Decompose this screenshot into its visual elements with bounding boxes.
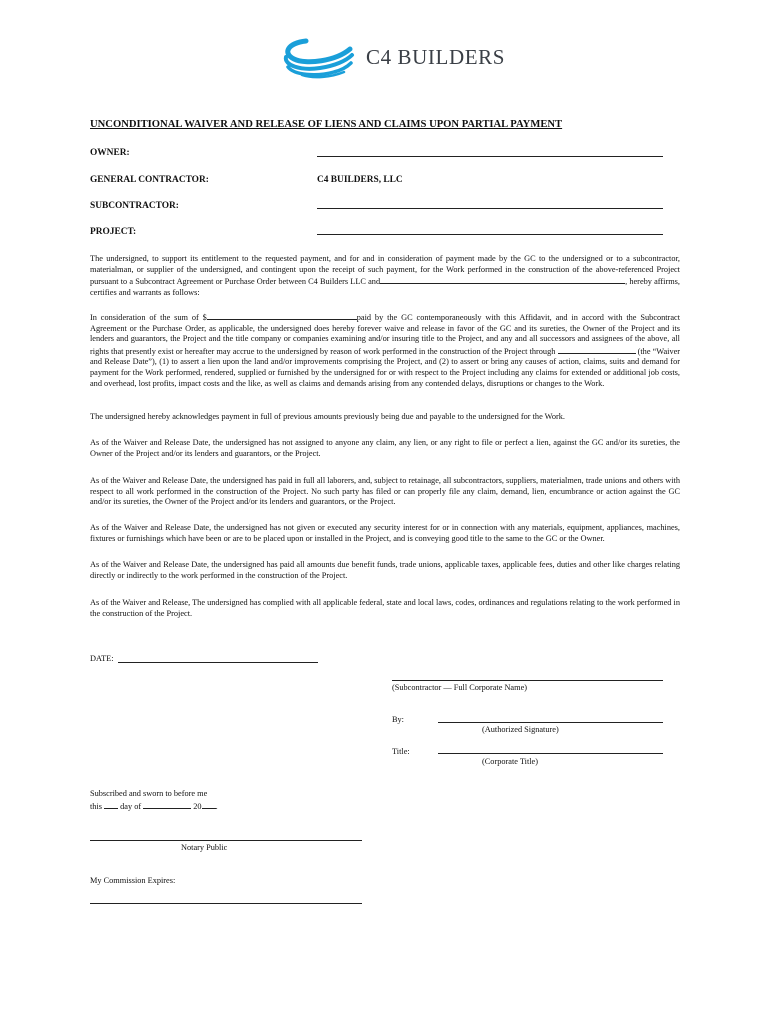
- paragraph-no-assignment: As of the Waiver and Release Date, the undersigned has not assigned to anyone any claim, any lien, or any right to file or perfect a lien, against the GC and/or its sureties, the Owner of the Project and/or its lenders and guarantors, or the Project.: [90, 438, 680, 458]
- paragraph-consideration-text-b: paid by the GC contemporaneously with this Affidavit, and in accord with the Subcontract Agreement or the Purchase Order, as applicable, the undersigned does hereby forever waive and release in favor of the GC and its sureties, the Owner of the Project and its lenders and guarantors, the Project and the title company or companies examining and/or insuring title to the Project, and any and all successors and assignees of the above, all rights that presently exist or hereafter may accrue to the undersigned by reason of work performed in the construction of the Project through: [90, 313, 680, 356]
- company-name: C4 BUILDERS: [366, 44, 506, 69]
- project-field[interactable]: [317, 234, 663, 235]
- paragraph-paid-laborers: As of the Waiver and Release Date, the undersigned has paid in full all laborers, and, subject to retainage, all subcontractors, suppliers, materialmen, trade unions and others with respect to all work performed in the construction of the Project. No such party has filed or can properly file any claim, demand, lien, encumbrance or action against the GC and/or its sureties, the Owner of the Project and/or its lenders and guarantors, or the Project.: [90, 476, 680, 507]
- sworn-year-prefix: 20: [193, 802, 202, 811]
- date-label: DATE:: [90, 654, 114, 663]
- owner-label: OWNER:: [90, 148, 130, 158]
- authorized-signature-caption: (Authorized Signature): [482, 725, 559, 734]
- notary-signature-line[interactable]: [90, 840, 362, 841]
- paragraph-consideration-text-a: In consideration of the sum of $: [90, 313, 207, 322]
- paragraph-entitlement: [90, 254, 680, 298]
- commission-expires-line[interactable]: [90, 903, 362, 904]
- waiver-release-date-blank[interactable]: [558, 345, 636, 354]
- payment-amount-blank[interactable]: [207, 311, 357, 320]
- subcontractor-name-line[interactable]: [392, 680, 663, 681]
- notary-public-caption: Notary Public: [181, 843, 228, 852]
- corporate-title-caption: (Corporate Title): [482, 757, 538, 766]
- sworn-line-1: Subscribed and sworn to before me: [90, 789, 208, 798]
- sworn-day-blank[interactable]: [104, 800, 118, 809]
- paragraph-consideration: [90, 311, 680, 389]
- by-label: By:: [392, 715, 404, 724]
- paragraph-compliance: As of the Waiver and Release, The undersigned has complied with all applicable federal, state and local laws, codes, ordinances and regulations relating to the work performed in the construction of the Project.: [90, 598, 680, 618]
- sworn-line-2: [90, 800, 218, 811]
- subcontractor-name-blank[interactable]: [380, 275, 625, 284]
- company-logo: [276, 34, 505, 80]
- c4-swoosh-icon: [276, 35, 356, 79]
- sworn-day-of-text: day of: [120, 802, 142, 811]
- sworn-period: .: [215, 802, 218, 811]
- project-label: PROJECT:: [90, 227, 137, 237]
- paragraph-consideration-text-c: (the “Waiver and Release Date”), (1) to assert a lien upon the land and/or improvements comprising the Project, and (2) to assert or bring any causes of action, claims, suits and demand for payment for the Work performed, rendered, supplied or furnished by the undersigned for or with respect to the Project including any claims for extended or additional job costs, and overhead, lost profits, impact costs and the like, as well as claims and demands arising from any contended delays, disruptions or changes to the Work.: [90, 346, 681, 388]
- paragraph-security-interest: As of the Waiver and Release Date, the undersigned has not given or executed any security interest for or in connection with any materials, equipment, appliances, machines, fixtures or furnishings which have been or are to be placed upon or installed in the Project, and is conveying good title to the same to the GC or the Owner.: [90, 523, 680, 543]
- general-contractor-label: GENERAL CONTRACTOR:: [90, 175, 209, 185]
- sworn-year-blank[interactable]: [202, 800, 216, 809]
- general-contractor-value: C4 BUILDERS, LLC: [317, 175, 403, 185]
- commission-expires-label: My Commission Expires:: [90, 876, 176, 885]
- paragraph-entitlement-text-a: The undersigned, to support its entitlement to the requested payment, and for and in consideration of payment made by the GC to the undersigned or to a subcontractor, materialman, or supplier of the undersigned, and contingent upon the receipt of such payment, for the Work performed in the construction of the above-referenced Project pursuant to a Subcontract Agreement or Purchase Order between C4 Builders LLC and: [90, 254, 680, 287]
- subcontractor-field[interactable]: [317, 208, 663, 209]
- paragraph-benefit-funds: As of the Waiver and Release Date, the undersigned has paid all amounts due benefit funds, trade unions, applicable taxes, applicable fees, duties and other like charges relating directly or indirectly to the work performed in the construction of the Project.: [90, 560, 680, 580]
- owner-field[interactable]: [317, 156, 663, 157]
- sworn-month-blank[interactable]: [143, 800, 191, 809]
- paragraph-acknowledgement: The undersigned hereby acknowledges payment in full of previous amounts previously being due and payable to the undersigned for the Work.: [90, 412, 565, 421]
- date-field[interactable]: [118, 662, 318, 663]
- title-label: Title:: [392, 747, 410, 756]
- paragraph-entitlement-text-b: , hereby affirms, certifies and warrants as follows:: [90, 277, 680, 297]
- corporate-title-line[interactable]: [438, 753, 663, 754]
- authorized-signature-line[interactable]: [438, 722, 663, 723]
- subcontractor-name-caption: (Subcontractor — Full Corporate Name): [392, 683, 528, 692]
- sworn-this-text: this: [90, 802, 102, 811]
- document-title: UNCONDITIONAL WAIVER AND RELEASE OF LIENS AND CLAIMS UPON PARTIAL PAYMENT: [90, 119, 563, 130]
- subcontractor-label: SUBCONTRACTOR:: [90, 201, 179, 211]
